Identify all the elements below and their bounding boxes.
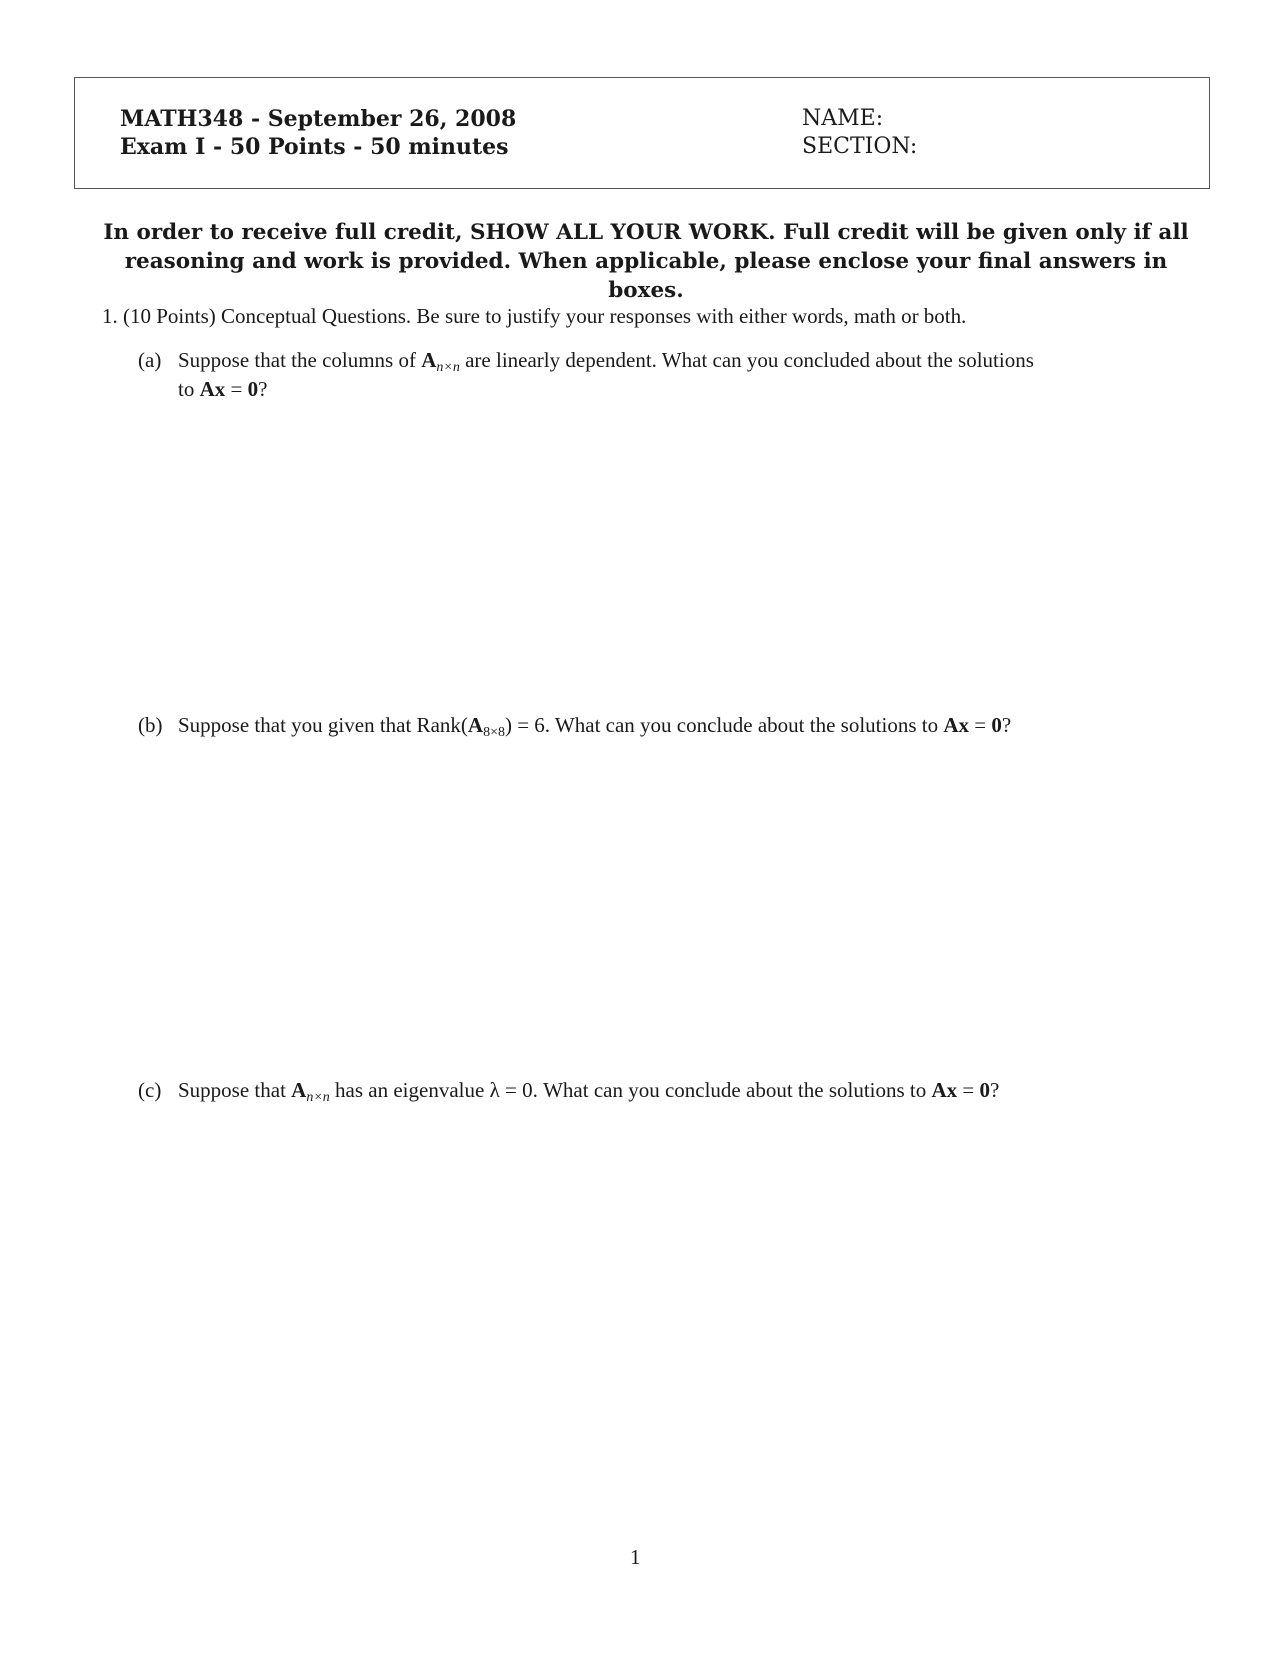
part-b-text-2: ) = 6. What can you conclude about the solutions to <box>504 713 944 737</box>
part-a-text <box>178 346 1208 404</box>
matrix-a: A <box>421 348 437 372</box>
question-mark: ? <box>990 1078 1000 1102</box>
matrix-a: A <box>291 1078 307 1102</box>
part-a-text-2: are linearly dependent. What can you concluded about the solutions <box>459 348 1034 372</box>
exam-info: Exam I - 50 Points - 50 minutes <box>120 134 509 160</box>
equals-sign: = <box>957 1078 980 1102</box>
part-c-label: (c) <box>138 1078 162 1102</box>
matrix-subscript: 8×8 <box>483 725 505 740</box>
exam-header-box <box>74 77 1210 189</box>
exam-header-left <box>120 105 516 161</box>
instructions-line-1: In order to receive full credit, SHOW ALL YOUR WORK. Full credit will be given only if all <box>103 220 1189 245</box>
instructions-line-2: reasoning and work is provided. When applicable, please enclose your final answers in boxes. <box>124 249 1168 303</box>
matrix-a: A <box>467 713 484 737</box>
question-1c <box>138 1076 1208 1106</box>
part-a-label: (a) <box>138 348 162 372</box>
instructions <box>96 218 1196 305</box>
question-mark: ? <box>1001 713 1012 737</box>
part-b-label: (b) <box>138 713 163 737</box>
page-number: 1 <box>630 1545 641 1569</box>
question-1: 1. (10 Points) Conceptual Questions. Be sure to justify your responses with either words, math or both. <box>102 304 967 328</box>
part-c-text <box>178 1076 1208 1105</box>
matrix-subscript: n×n <box>436 360 460 375</box>
part-a-line-2 <box>178 375 1208 404</box>
zero-vector: 0 <box>979 1078 991 1102</box>
part-a-text-3: to <box>178 377 200 401</box>
part-c-text-2: has an eigenvalue λ = 0. What can you conclude about the solutions to <box>329 1078 932 1102</box>
matrix-subscript: n×n <box>306 1090 330 1105</box>
zero-vector: 0 <box>991 713 1002 737</box>
equals-sign: = <box>969 713 992 737</box>
name-label: NAME: <box>802 106 884 131</box>
equation-ax: Ax <box>199 377 226 401</box>
exam-header-right <box>802 105 917 161</box>
part-c-text-1: Suppose that <box>178 1078 292 1102</box>
question-1a <box>138 346 1208 406</box>
section-label: SECTION: <box>802 134 918 159</box>
part-a-text-1: Suppose that the columns of <box>178 348 422 372</box>
part-a-line-1 <box>178 346 1208 375</box>
zero-vector: 0 <box>247 377 259 401</box>
question-1b <box>138 711 1208 741</box>
part-b-text-1: Suppose that you given that Rank( <box>178 713 468 737</box>
part-b-text <box>178 711 1208 740</box>
question-mark: ? <box>258 377 268 401</box>
course-date: MATH348 - September 26, 2008 <box>120 106 517 132</box>
equation-ax: Ax <box>931 1078 958 1102</box>
equals-sign: = <box>225 377 248 401</box>
equation-ax: Ax <box>943 713 970 737</box>
